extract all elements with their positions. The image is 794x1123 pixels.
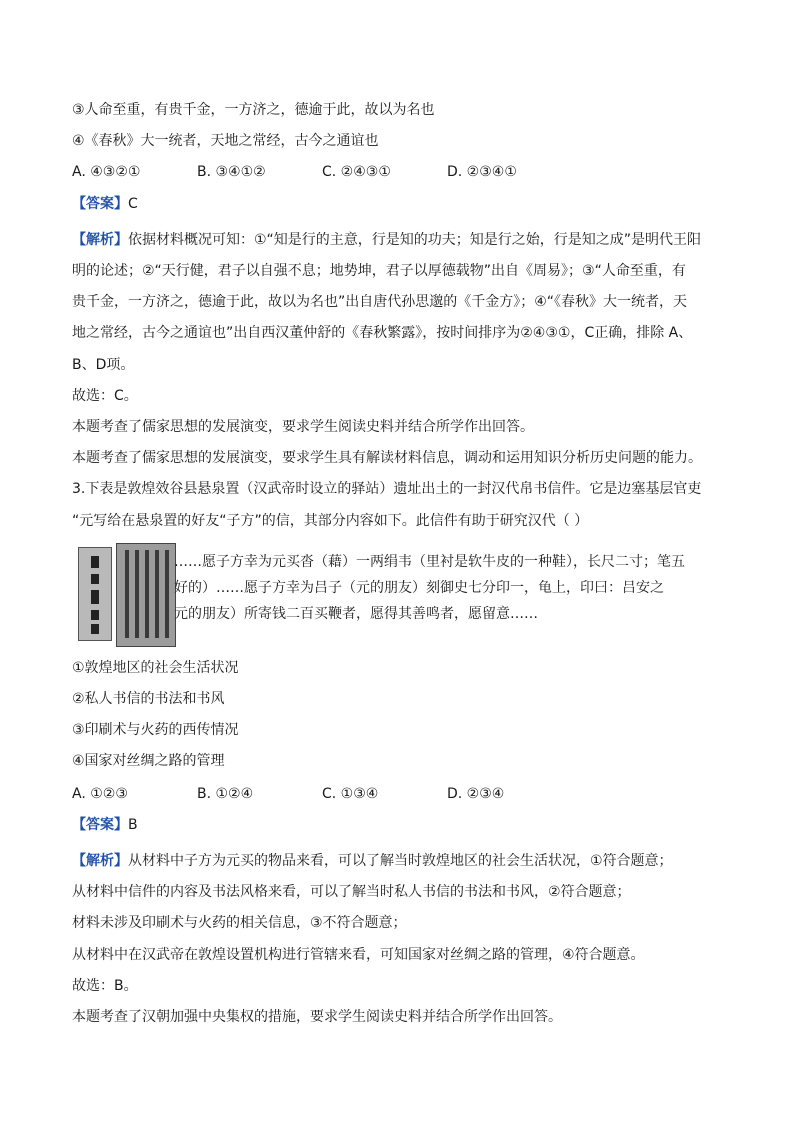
q3-item-1: ①敦煌地区的社会生活状况 [72, 659, 239, 676]
q3-option-b: B. ①②④ [197, 785, 254, 802]
document-page [72, 100, 722, 1033]
q3-stem-line-1: 3.下表是敦煌效谷县悬泉置（汉武帝时设立的驿站）遗址出土的一封汉代帛书信件。它是边塞基层官吏 [72, 481, 702, 498]
q3-stem [72, 474, 722, 536]
letter-excerpt [174, 549, 685, 627]
analysis-tag: 【解析】 [72, 231, 128, 248]
analysis-line-3: 贵千金，一方济之，德逾于此，故以为名也”出自唐代孙思邈的《千金方》；④“《春秋》大一统者，天 [72, 294, 688, 311]
bamboo-slip-image [78, 547, 112, 641]
q3-items [72, 653, 722, 778]
analysis-note-1: 本题考查了儒家思想的发展演变，要求学生阅读史料并结合所学作出回答。 [72, 418, 534, 435]
q2-analysis [72, 225, 722, 475]
q2-answer [72, 194, 722, 214]
answer-value: C [128, 195, 138, 212]
q3-analysis-line-2: 从材料中信件的内容及书法风格来看，可以了解当时私人书信的书法和书风，②符合题意； [72, 884, 631, 901]
analysis-line-4: 地之常经，古今之通谊也”出自西汉董仲舒的《春秋繁露》，按时间排序为②④③①，C正确，排除 A、 [72, 325, 693, 342]
q3-item-4: ④国家对丝绸之路的管理 [72, 753, 225, 770]
q3-option-a: A. ①②③ [72, 785, 128, 802]
q2-option-c: C. ②④③① [322, 164, 391, 181]
analysis-choice: 故选：C。 [72, 387, 138, 404]
excerpt-line-3: 元的朋友）所寄钱二百买鞭者，愿得其善鸣者，愿留意…… [174, 605, 538, 622]
q3-analysis-line-4: 从材料中在汉武帝在敦煌设置机构进行管辖来看，可知国家对丝绸之路的管理，④符合题意。 [72, 946, 645, 963]
q3-options [72, 784, 722, 804]
q3-analysis-note: 本题考查了汉朝加强中央集权的措施，要求学生阅读史料并结合所学作出回答。 [72, 1008, 562, 1025]
q3-item-3: ③印刷术与火药的西传情况 [72, 722, 239, 739]
q3-item-2: ②私人书信的书法和书风 [72, 690, 225, 707]
analysis-note-2: 本题考查了儒家思想的发展演变，要求学生具有解读材料信息，调动和运用知识分析历史问题的能力。 [72, 450, 702, 467]
analysis-tag: 【解析】 [72, 852, 128, 869]
q3-analysis [72, 846, 722, 1033]
q2-option-a: A. ④③②① [72, 164, 141, 181]
q2-options [72, 162, 722, 182]
q3-analysis-line-3: 材料未涉及印刷术与火药的相关信息，③不符合题意； [72, 915, 407, 932]
q3-analysis-choice: 故选：B。 [72, 977, 138, 994]
analysis-line-5: B、D项。 [72, 356, 135, 373]
q2-item-3: ③人命至重，有贵千金，一方济之，德逾于此，故以为名也 [72, 102, 435, 118]
q3-option-c: C. ①③④ [322, 785, 379, 802]
q2-item-4: ④《春秋》大一统者，天地之常经，古今之通谊也 [72, 133, 379, 150]
analysis-line-2: 明的论述；②“天行健，君子以自强不息；地势坤，君子以厚德载物”出自《周易》；③“人命至重，有 [72, 262, 686, 279]
answer-tag: 【答案】 [72, 195, 128, 212]
q3-analysis-line-1: 从材料中子方为元买的物品来看，可以了解当时敦煌地区的社会生活状况，①符合题意； [128, 852, 673, 869]
answer-value: B [128, 816, 138, 833]
q3-material [72, 543, 722, 647]
q2-option-d: D. ②③④① [447, 164, 517, 181]
answer-tag: 【答案】 [72, 816, 128, 833]
q3-stem-line-2: “元写给在悬泉置的好友“子方”的信，其部分内容如下。此信件有助于研究汉代（ ） [72, 512, 589, 529]
q2-option-b: B. ③④①② [197, 164, 266, 181]
excerpt-line-1: ……愿子方幸为元买沓（藉）一两绢韦（里衬是软牛皮的一种鞋），长尺二寸；笔五 [174, 553, 685, 570]
q3-option-d: D. ②③④ [447, 785, 505, 802]
silk-letter-image [116, 543, 176, 647]
excerpt-line-2: 好的）……愿子方幸为吕子（元的朋友）刻御史七分印一，龟上，印曰：吕安之 [174, 579, 664, 596]
analysis-line-1: 依据材料概况可知：①“知是行的主意，行是知的功夫；知是行之始，行是知之成”是明代王阳 [128, 231, 702, 248]
q3-answer [72, 815, 722, 835]
